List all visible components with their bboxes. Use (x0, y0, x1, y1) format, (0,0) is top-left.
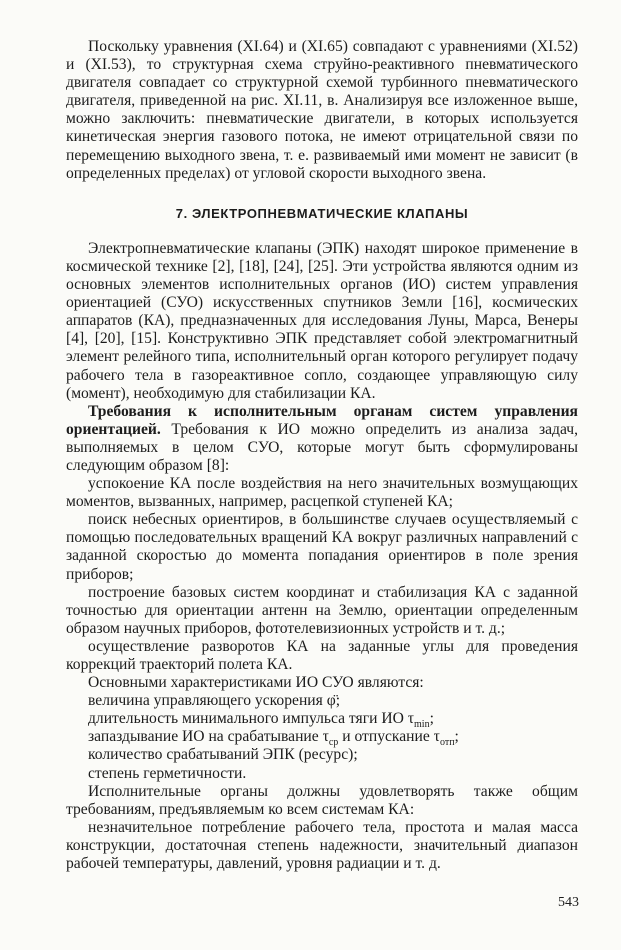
paragraph-intro: Поскольку уравнения (XI.64) и (XI.65) совпадают с уравнениями (XI.52) и (XI.53), то структурная схема струйно-реактивного пневматического двигателя совпадает со структурной схемой турбинного пневматического двигателя, приведенной на рис. XI.11, в. Анализируя все изложенное выше, можно заключить: пневматические двигатели, в которых используется кинетическая энергия газового потока, не имеют отрицательной связи по перемещению выходного звена, т. е. развиваемый ими момент не зависит (в определенных пределах) от угловой скорости выходного звена. (66, 38, 578, 182)
characteristic-acceleration: величина управляющего ускорения φ̈; (88, 692, 341, 710)
characteristic-min-impulse (66, 710, 578, 731)
list-item-reorientation: осуществление разворотов КА на заданные углы для проведения коррекций траекторий полета КА. (66, 637, 578, 673)
requirements-text: Требования к ИО можно определить из анализа задач, выполняемых в целом СУО, которые могут быть сформулированы следующим образом [8]: (66, 420, 578, 474)
characteristic-delay (66, 728, 578, 749)
min-impulse-subscript: min (414, 719, 430, 731)
list-item-damping: успокоение КА после воздействия на него значительных возмущающих моментов, вызванных, например, расцепкой ступеней КА; (66, 475, 578, 511)
section-heading: 7. ЭЛЕКТРОПНЕВМАТИЧЕСКИЕ КЛАПАНЫ (175, 205, 469, 221)
characteristic-resource: количество срабатываний ЭПК (ресурс); (88, 746, 358, 764)
delay-text: запаздывание ИО на срабатывание τ (88, 728, 329, 746)
delay-text-release: и отпускание τ (338, 728, 440, 746)
delay-end: ; (454, 728, 459, 746)
paragraph-general-requirements: Исполнительные органы должны удовлетворять также общим требованиям, предъявляемым ко всем системам КА: (66, 782, 578, 818)
page-body (66, 38, 578, 873)
min-impulse-end: ; (429, 710, 434, 728)
characteristic-tightness: степень герметичности. (88, 764, 247, 782)
paragraph-characteristics: Основными характеристиками ИО СУО являются: (88, 674, 424, 692)
requirements-run-in-heading: Требования к исполнительным органам систем управления ориентацией. (66, 402, 578, 438)
delay-subscript-operate: ср (328, 737, 339, 749)
paragraph-general-list: незначительное потребление рабочего тела, простота и малая масса конструкции, достаточная степень надежности, значительный диапазон рабочей температуры, давлений, уровня радиации и т. д. (66, 818, 578, 873)
delay-subscript-release: отп (439, 737, 455, 749)
list-item-search: поиск небесных ориентиров, в большинстве случаев осуществляемый с помощью последовательных вращений КА вокруг различных направлений с заданной скоростью до момента попадания ориентиров в поле зрения приборов; (66, 511, 578, 583)
paragraph-epk-overview: Электропневматические клапаны (ЭПК) находят широкое применение в космической технике [2], [18], [24], [25]. Эти устройства являются одним из основных элементов исполнительных органов (ИО) систем управления ориентацией (СУО) искусственных спутников Земли [16], космических аппаратов (КА), предназначенных для исследования Луны, Марса, Венеры [4], [20], [15]. Конструктивно ЭПК представляет собой электромагнитный элемент релейного типа, исполнительный орган которого регулирует подачу рабочего тела в газореактивное сопло, создающее управляющую силу (момент), необходимую для стабилизации КА. (66, 239, 578, 402)
list-item-stabilization: построение базовых систем координат и стабилизация КА с заданной точностью для ориентации антенн на Землю, ориентации определенным образом научных приборов, фототелевизионных устройств и т. д.; (66, 583, 578, 637)
paragraph-requirements (66, 403, 578, 475)
min-impulse-text: длительность минимального импульса тяги ИО τ (88, 710, 415, 728)
page-number: 543 (558, 895, 579, 910)
